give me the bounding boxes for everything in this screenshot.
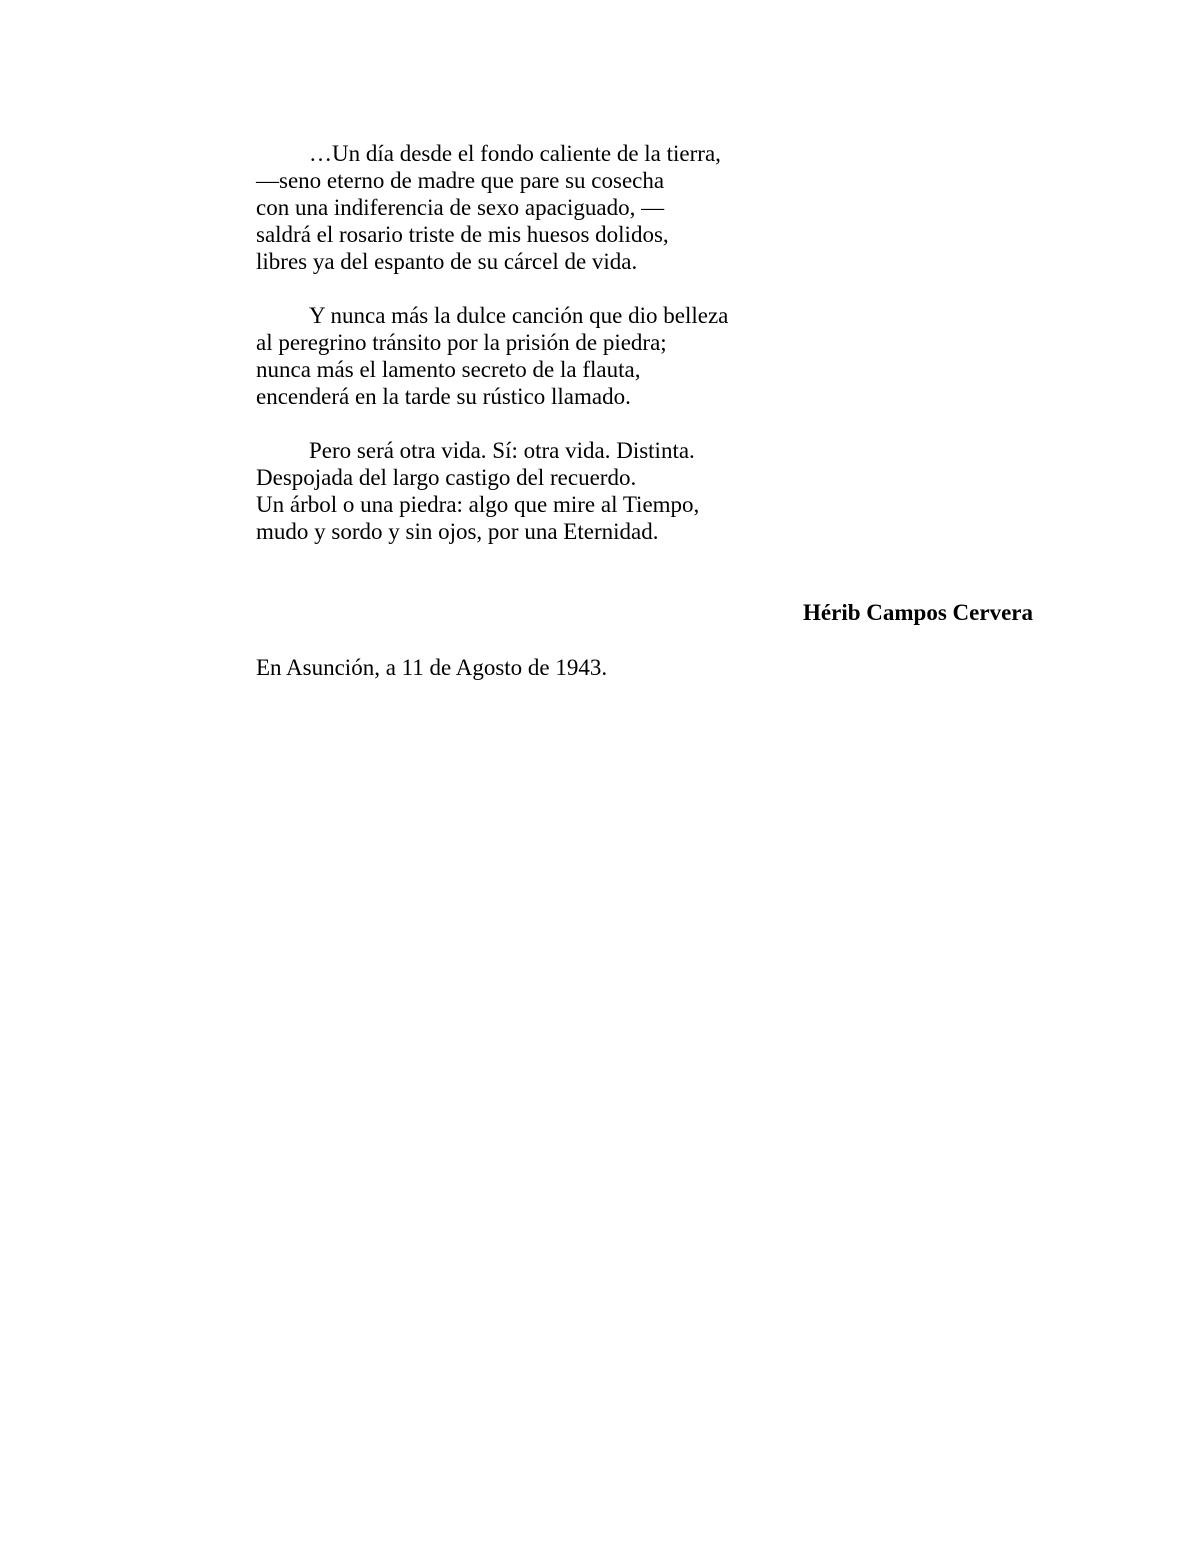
poem xyxy=(256,140,1036,572)
poem-line: Un árbol o una piedra: algo que mire al Tiempo, xyxy=(256,492,700,517)
stanza-1 xyxy=(256,140,1036,275)
poem-line: Despojada del largo castigo del recuerdo. xyxy=(256,465,637,490)
poem-line: con una indiferencia de sexo apaciguado, — xyxy=(256,195,665,220)
author-signature: Hérib Campos Cervera xyxy=(803,600,1033,625)
poem-line: saldrá el rosario triste de mis huesos dolidos, xyxy=(256,222,669,247)
poem-line: Pero será otra vida. Sí: otra vida. Distinta. xyxy=(309,438,695,463)
poem-line: encenderá en la tarde su rústico llamado. xyxy=(256,384,631,409)
stanza-2 xyxy=(256,302,1036,410)
stanza-3 xyxy=(256,437,1036,545)
poem-line: Y nunca más la dulce canción que dio belleza xyxy=(309,303,729,328)
poem-line: …Un día desde el fondo caliente de la tierra, xyxy=(309,141,721,166)
poem-line: al peregrino tránsito por la prisión de piedra; xyxy=(256,330,667,355)
poem-line: libres ya del espanto de su cárcel de vida. xyxy=(256,249,638,274)
dateline: En Asunción, a 11 de Agosto de 1943. xyxy=(256,655,608,680)
poem-line: —seno eterno de madre que pare su cosecha xyxy=(256,168,665,193)
poem-line: nunca más el lamento secreto de la flauta, xyxy=(256,357,641,382)
poem-line: mudo y sordo y sin ojos, por una Eternidad. xyxy=(256,519,659,544)
